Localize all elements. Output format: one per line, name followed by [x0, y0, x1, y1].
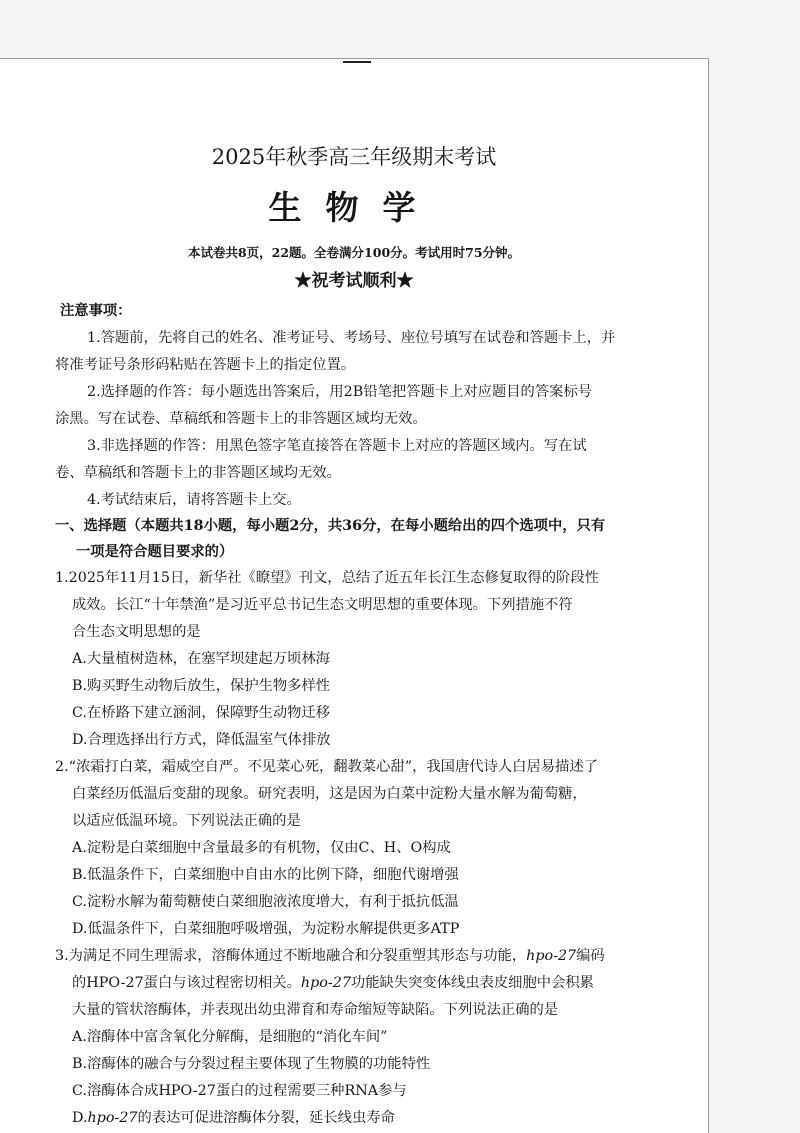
question-1-stem: 成效。长江“十年禁渔”是习近平总书记生态文明思想的重要体现。下列措施不符	[72, 597, 573, 613]
question-2-stem: 2.“浓霜打白菜，霜威空自严。不见菜心死，翻教菜心甜”，我国唐代诗人白居易描述了	[55, 759, 598, 775]
exam-title: 2025年秋季高三年级期末考试	[211, 145, 497, 169]
question-3-option-d	[72, 1108, 395, 1128]
q3-text: 编码	[576, 948, 605, 964]
notes-line: 4.考试结束后，请将答题卡上交。	[87, 492, 301, 508]
notes-line: 涂黑。写在试卷、草稿纸和答题卡上的非答题区域均无效。	[55, 411, 427, 427]
question-3-option-c: C.溶酶体合成HPO-27蛋白的过程需要三种RNA参与	[72, 1083, 407, 1099]
exam-info: 本试卷共8页，22题。全卷满分100分。考试用时75分钟。	[187, 245, 521, 260]
q3-text: D.	[72, 1110, 88, 1126]
question-2-option-d: D.低温条件下，白菜细胞呼吸增强，为淀粉水解提供更多ATP	[72, 921, 460, 937]
question-2-stem: 以适应低温环境。下列说法正确的是	[72, 813, 301, 829]
notes-line: 卷、草稿纸和答题卡上的非答题区域均无效。	[55, 465, 341, 481]
notes-line: 3.非选择题的作答：用黑色签字笔直接答在答题卡上对应的答题区域内。写在试	[87, 438, 587, 454]
page-top-mark	[343, 61, 371, 63]
question-1-option-c: C.在桥路下建立涵洞，保障野生动物迁移	[72, 705, 331, 721]
question-2-option-c: C.淀粉水解为葡萄糖使白菜细胞液浓度增大，有利于抵抗低温	[72, 894, 459, 910]
notes-line: 2.选择题的作答：每小题选出答案后，用2B铅笔把答题卡上对应题目的答案标号	[87, 384, 593, 400]
q3-text: 功能缺失突变体线虫表皮细胞中会积累	[350, 975, 594, 991]
notes-line: 将准考证号条形码粘贴在答题卡上的指定位置。	[55, 357, 356, 373]
section-heading-cont: 一项是符合题目要求的）	[76, 544, 234, 560]
question-3-stem	[72, 973, 594, 993]
gene-name: hpo-27	[526, 948, 577, 964]
q3-text: 3.为满足不同生理需求，溶酶体通过不断地融合和分裂重塑其形态与功能，	[55, 948, 527, 964]
q3-text: 的表达可促进溶酶体分裂，延长线虫寿命	[137, 1110, 395, 1126]
question-3-option-a: A.溶酶体中富含氧化分解酶，是细胞的“消化车间”	[72, 1029, 388, 1045]
notes-heading: 注意事项：	[60, 303, 132, 319]
gene-name: hpo-27	[300, 975, 351, 991]
question-1-option-a: A.大量植树造林，在塞罕坝建起万顷林海	[72, 651, 330, 667]
question-1-stem: 合生态文明思想的是	[72, 624, 201, 640]
subject-title: 生物学	[268, 188, 440, 227]
gene-name: hpo-27	[87, 1110, 138, 1126]
notes-line: 1.答题前，先将自己的姓名、准考证号、考场号、座位号填写在试卷和答题卡上，并	[87, 330, 616, 346]
question-2-stem: 白菜经历低温后变甜的现象。研究表明，这是因为白菜中淀粉大量水解为葡萄糖，	[72, 786, 587, 802]
q3-text: 的HPO-27蛋白与该过程密切相关。	[72, 975, 301, 991]
question-1-option-b: B.购买野生动物后放生，保护生物多样性	[72, 678, 331, 694]
question-3-stem	[55, 946, 605, 966]
question-2-option-a: A.淀粉是白菜细胞中含量最多的有机物，仅由C、H、O构成	[72, 840, 451, 856]
question-1-stem: 1.2025年11月15日，新华社《瞭望》刊文，总结了近五年长江生态修复取得的阶段性	[55, 570, 599, 586]
question-2-option-b: B.低温条件下，白菜细胞中自由水的比例下降，细胞代谢增强	[72, 867, 459, 883]
question-1-option-d: D.合理选择出行方式，降低温室气体排放	[72, 732, 331, 748]
question-3-option-b: B.溶酶体的融合与分裂过程主要体现了生物膜的功能特性	[72, 1056, 431, 1072]
good-luck-banner: ★祝考试顺利★	[294, 271, 414, 291]
section-heading: 一、选择题（本题共18小题，每小题2分，共36分，在每小题给出的四个选项中，只有	[55, 518, 606, 534]
question-3-stem: 大量的管状溶酶体，并表现出幼虫滞育和寿命缩短等缺陷。下列说法正确的是	[72, 1002, 559, 1018]
